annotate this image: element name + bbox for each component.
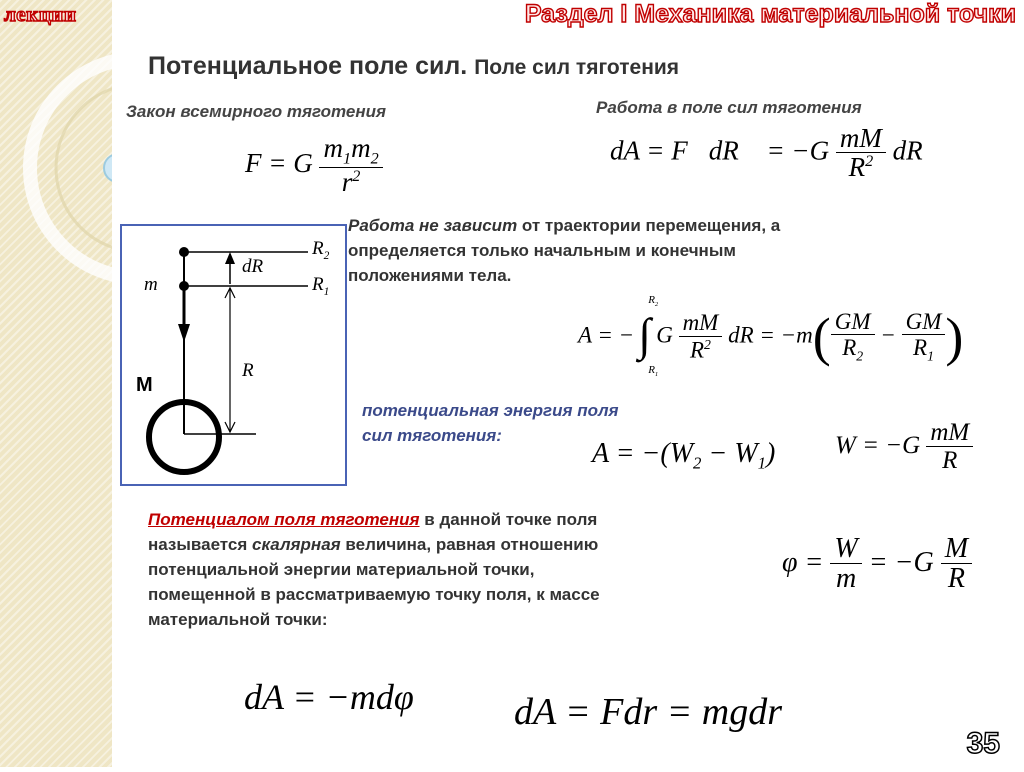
decorative-sidebar <box>0 0 112 767</box>
formula-gravity-law: F = G $\frac{m_1m_2}{r^2}$ <box>245 134 383 198</box>
potential-definition-text: Потенциалом поля тяготения в данной точке поля называется скалярная величина, равная отношению потенциальной энергии материальной точки, помещенной в рассматриваемую точку поля, к массе материальной точки: <box>148 510 600 629</box>
formula-work-differential: dA = F⃗dR⃗ = −G $\frac{mM}{R^2}$ dR <box>610 123 923 183</box>
label-big-m: M <box>136 374 153 396</box>
force-arrow-icon <box>178 324 190 342</box>
label-dr: dR <box>242 256 264 277</box>
law-heading: Закон всемирного тяготения <box>126 102 387 121</box>
formula-da-mdphi: dA = −mdφ <box>244 677 414 717</box>
section-title: Раздел I Механика материальной точки <box>524 0 1016 28</box>
label-r2: $R_2$ <box>312 238 330 262</box>
page-number: 35 <box>966 727 1000 760</box>
formula-da-fdr: dA = Fdr = mgdr <box>514 691 783 733</box>
diagram-canvas <box>122 226 345 484</box>
sidebar-circles-icon <box>0 0 112 767</box>
work-heading: Работа в поле сил тяготения <box>596 98 862 117</box>
formula-potential: φ = $\frac{W}{m}$ = −G $\frac{M}{R}$ <box>782 534 972 595</box>
title-main: Потенциальное поле сил. <box>148 52 468 80</box>
slide-title <box>148 52 679 81</box>
title-sub: Поле сил тяготения <box>474 56 680 79</box>
label-m: m <box>144 274 158 295</box>
formula-work-integral: A = − ∫ $R_2$ $R_1$ G $\frac{mM}{R^2}$ dR = −m( $\frac{GM}{R_2}$ − $\frac{GM}{R_1}$ ) <box>578 294 964 379</box>
mass-point-lower <box>179 281 189 291</box>
gravity-diagram <box>120 224 347 486</box>
mass-point-upper <box>179 247 189 257</box>
formula-work-energy: $A = -(W_2 - W_1)$ <box>592 438 776 473</box>
label-r: R <box>242 360 254 381</box>
label-r1: $R_1$ <box>312 274 330 298</box>
work-independence-text: Работа не зависит от траектории перемещения, а определяется только начальным и конечным положениями тела. <box>348 216 781 285</box>
potential-energy-text: потенциальная энергия поля сил тяготения: <box>362 401 619 445</box>
dr-arrow-icon <box>225 252 235 264</box>
formula-potential-energy: W = −G $\frac{mM}{R}$ <box>835 420 973 475</box>
lectures-label: лекции <box>4 2 77 26</box>
